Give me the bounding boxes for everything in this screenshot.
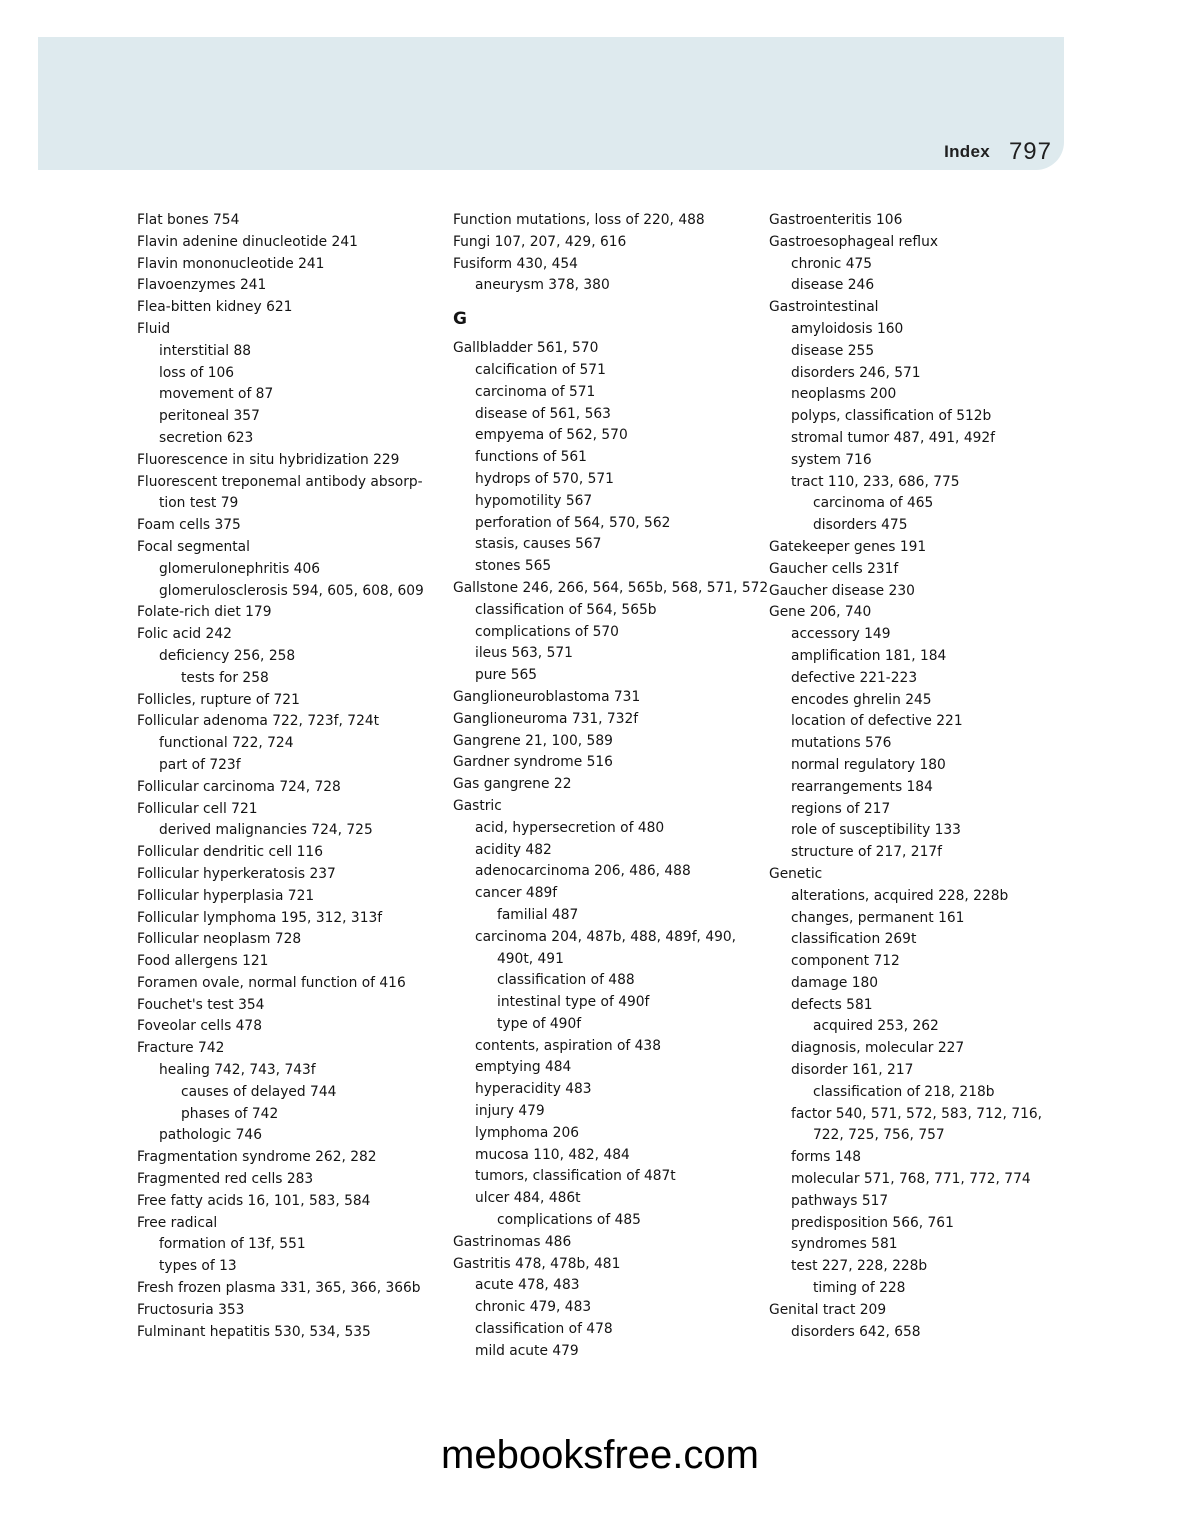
index-subentry: amyloidosis 160 — [791, 320, 904, 337]
index-entry: Gene 206, 740 — [769, 604, 872, 621]
index-entry: Follicles, rupture of 721 — [137, 691, 300, 708]
index-subentry: disease 246 — [791, 277, 875, 294]
index-subentry: stromal tumor 487, 491, 492f — [791, 429, 996, 446]
index-subentry: test 227, 228, 228b — [791, 1258, 928, 1275]
index-entry: Gaucher cells 231f — [769, 560, 899, 577]
index-entry: Fructosuria 353 — [137, 1301, 245, 1318]
index-entry: Free fatty acids 16, 101, 583, 584 — [137, 1192, 371, 1209]
index-column-1 — [137, 210, 447, 1343]
running-header-band — [38, 37, 1064, 170]
index-subentry: tract 110, 233, 686, 775 — [791, 473, 960, 490]
index-entry: Gaucher disease 230 — [769, 582, 915, 599]
index-subentry: functional 722, 724 — [159, 735, 294, 752]
page-number: 797 — [1008, 138, 1052, 165]
index-subentry: complications of 485 — [497, 1212, 641, 1229]
index-subentry: acid, hypersecretion of 480 — [475, 819, 665, 836]
index-subentry: complications of 570 — [475, 623, 619, 640]
index-entry: Follicular hyperkeratosis 237 — [137, 865, 336, 882]
index-subentry: classification of 478 — [475, 1321, 613, 1338]
index-subentry: intestinal type of 490f — [497, 994, 650, 1011]
index-subentry: glomerulonephritis 406 — [159, 560, 321, 577]
index-subentry: phases of 742 — [181, 1105, 279, 1122]
index-subentry: defects 581 — [791, 996, 873, 1013]
index-subentry: diagnosis, molecular 227 — [791, 1040, 965, 1057]
index-subentry: forms 148 — [791, 1149, 862, 1166]
index-entry: Fragmented red cells 283 — [137, 1171, 314, 1188]
index-subentry: type of 490f — [497, 1015, 582, 1032]
index-subentry: familial 487 — [497, 906, 579, 923]
index-subentry: glomerulosclerosis 594, 605, 608, 609 — [159, 582, 424, 599]
index-subentry: peritoneal 357 — [159, 408, 260, 425]
index-subentry: carcinoma of 465 — [813, 495, 934, 512]
index-subentry: encodes ghrelin 245 — [791, 691, 932, 708]
index-subentry: stasis, causes 567 — [475, 536, 602, 553]
index-subentry: chronic 479, 483 — [475, 1299, 592, 1316]
index-entry: Flavoenzymes 241 — [137, 277, 267, 294]
index-subentry: pathologic 746 — [159, 1127, 262, 1144]
index-subentry: movement of 87 — [159, 386, 274, 403]
index-entry: Fouchet's test 354 — [137, 996, 265, 1013]
index-subentry: types of 13 — [159, 1258, 237, 1275]
index-subentry: formation of 13f, 551 — [159, 1236, 306, 1253]
index-entry: Gangrene 21, 100, 589 — [453, 732, 613, 749]
index-entry: Fluorescence in situ hybridization 229 — [137, 451, 400, 468]
index-entry: Fusiform 430, 454 — [453, 255, 578, 272]
index-subentry: acquired 253, 262 — [813, 1018, 939, 1035]
index-subentry: perforation of 564, 570, 562 — [475, 514, 671, 531]
index-subentry: classification 269t — [791, 931, 917, 948]
index-entry: Ganglioneuroblastoma 731 — [453, 688, 641, 705]
index-subentry: defective 221-223 — [791, 669, 918, 686]
index-subentry: amplification 181, 184 — [791, 647, 947, 664]
index-entry: Flat bones 754 — [137, 212, 240, 228]
index-entry: Gallbladder 561, 570 — [453, 340, 599, 357]
index-entry: Gardner syndrome 516 — [453, 754, 613, 771]
index-subentry: mucosa 110, 482, 484 — [475, 1146, 630, 1163]
index-entry: Gastroenteritis 106 — [769, 212, 903, 228]
index-entry: Follicular cell 721 — [137, 800, 258, 817]
index-subentry: alterations, acquired 228, 228b — [791, 887, 1009, 904]
index-subentry: cancer 489f — [475, 885, 558, 902]
index-subentry: timing of 228 — [813, 1280, 906, 1297]
index-subentry: polyps, classification of 512b — [791, 408, 992, 425]
index-entry: Fluorescent treponemal antibody absorp-tion test 79 — [137, 473, 423, 512]
index-entry: Food allergens 121 — [137, 953, 269, 970]
index-subentry: disorders 475 — [813, 517, 908, 534]
index-subentry: pure 565 — [475, 667, 538, 684]
index-subentry: syndromes 581 — [791, 1236, 898, 1253]
index-entry: Gastrinomas 486 — [453, 1233, 572, 1250]
index-entry: Gastrointestinal — [769, 299, 879, 316]
index-entry: Fragmentation syndrome 262, 282 — [137, 1149, 377, 1166]
index-subentry: acidity 482 — [475, 841, 552, 858]
index-subentry: system 716 — [791, 451, 872, 468]
running-header-title: Index — [944, 142, 990, 161]
index-subentry: emptying 484 — [475, 1059, 572, 1076]
index-subentry: hyperacidity 483 — [475, 1081, 592, 1098]
index-subentry: location of defective 221 — [791, 713, 963, 730]
index-entry: Follicular neoplasm 728 — [137, 931, 302, 948]
index-subentry: classification of 488 — [497, 972, 635, 989]
index-subentry: role of susceptibility 133 — [791, 822, 961, 839]
index-subentry: classification of 564, 565b — [475, 601, 657, 618]
index-subentry: classification of 218, 218b — [813, 1083, 995, 1100]
index-subentry: calcification of 571 — [475, 361, 606, 378]
index-subentry: damage 180 — [791, 974, 879, 991]
index-entry: Gas gangrene 22 — [453, 776, 572, 793]
index-entry: Follicular dendritic cell 116 — [137, 844, 323, 861]
index-subentry: factor 540, 571, 572, 583, 712, 716, 722, 725, 756, 757 — [791, 1105, 1043, 1144]
index-subentry: interstitial 88 — [159, 342, 252, 359]
index-entry: Foam cells 375 — [137, 517, 241, 534]
index-entry: Fracture 742 — [137, 1040, 225, 1057]
index-entry: Function mutations, loss of 220, 488 — [453, 212, 705, 228]
index-entry: Focal segmental — [137, 538, 250, 555]
index-entry: Genital tract 209 — [769, 1301, 887, 1318]
index-subentry: molecular 571, 768, 771, 772, 774 — [791, 1171, 1031, 1188]
index-subentry: normal regulatory 180 — [791, 756, 946, 773]
index-subentry: deficiency 256, 258 — [159, 647, 296, 664]
index-subentry: secretion 623 — [159, 429, 254, 446]
watermark-text: mebooksfree.com — [441, 1433, 759, 1477]
index-subentry: ileus 563, 571 — [475, 645, 573, 662]
index-subentry: tests for 258 — [181, 669, 269, 686]
index-subentry: component 712 — [791, 953, 900, 970]
index-subentry: pathways 517 — [791, 1192, 889, 1209]
index-entry: Gatekeeper genes 191 — [769, 538, 927, 555]
index-entry: Follicular adenoma 722, 723f, 724t — [137, 713, 380, 730]
index-subentry: ulcer 484, 486t — [475, 1190, 581, 1207]
index-entry: Gallstone 246, 266, 564, 565b, 568, 571, 572 — [453, 579, 769, 596]
index-subentry: loss of 106 — [159, 364, 235, 381]
index-subentry: lymphoma 206 — [475, 1124, 579, 1141]
index-subentry: part of 723f — [159, 756, 241, 773]
index-subentry: regions of 217 — [791, 800, 891, 817]
index-subentry: functions of 561 — [475, 449, 587, 466]
index-entry: Gastritis 478, 478b, 481 — [453, 1255, 621, 1272]
index-entry: Fulminant hepatitis 530, 534, 535 — [137, 1323, 371, 1340]
index-subentry: mild acute 479 — [475, 1342, 579, 1359]
index-subentry: predisposition 566, 761 — [791, 1214, 954, 1231]
index-entry: Gastric — [453, 797, 502, 814]
index-entry: Flavin adenine dinucleotide 241 — [137, 233, 358, 250]
index-entry: Folic acid 242 — [137, 626, 232, 643]
index-subentry: derived malignancies 724, 725 — [159, 822, 373, 839]
index-subentry: adenocarcinoma 206, 486, 488 — [475, 863, 691, 880]
index-subentry: mutations 576 — [791, 735, 892, 752]
index-subentry: accessory 149 — [791, 626, 891, 643]
index-entry: Folate-rich diet 179 — [137, 604, 272, 621]
index-subentry: stones 565 — [475, 558, 552, 575]
index-subentry: healing 742, 743, 743f — [159, 1062, 316, 1079]
index-entry: Fungi 107, 207, 429, 616 — [453, 233, 627, 250]
index-subentry: tumors, classification of 487t — [475, 1168, 676, 1185]
index-column-2 — [453, 210, 769, 1363]
index-subentry: acute 478, 483 — [475, 1277, 580, 1294]
index-subentry: empyema of 562, 570 — [475, 427, 628, 444]
index-entry: Follicular hyperplasia 721 — [137, 887, 315, 904]
index-subentry: neoplasms 200 — [791, 386, 897, 403]
index-subentry: hypomotility 567 — [475, 492, 593, 509]
index-entry: Flea-bitten kidney 621 — [137, 299, 293, 316]
index-subentry: disease 255 — [791, 342, 875, 359]
index-subentry: rearrangements 184 — [791, 778, 933, 795]
index-entry: Follicular carcinoma 724, 728 — [137, 778, 341, 795]
index-entry: Flavin mononucleotide 241 — [137, 255, 325, 272]
index-entry: Fresh frozen plasma 331, 365, 366, 366b — [137, 1280, 421, 1297]
index-subentry: carcinoma 204, 487b, 488, 489f, 490, 490t, 491 — [475, 928, 737, 967]
index-column-3 — [769, 210, 1069, 1343]
index-subentry: changes, permanent 161 — [791, 909, 965, 926]
index-entry: Free radical — [137, 1214, 218, 1231]
index-subentry: causes of delayed 744 — [181, 1083, 337, 1100]
index-subentry: chronic 475 — [791, 255, 873, 272]
index-subentry: disorders 246, 571 — [791, 364, 921, 381]
index-entry: Foveolar cells 478 — [137, 1018, 262, 1035]
index-subentry: injury 479 — [475, 1103, 545, 1120]
index-subentry: disease of 561, 563 — [475, 405, 611, 422]
index-subentry: structure of 217, 217f — [791, 844, 942, 861]
index-subentry: disorder 161, 217 — [791, 1062, 914, 1079]
index-entry: Gastroesophageal reflux — [769, 233, 939, 250]
index-entry: Ganglioneuroma 731, 732f — [453, 710, 639, 727]
index-entry: Follicular lymphoma 195, 312, 313f — [137, 909, 383, 926]
index-entry: Fluid — [137, 320, 171, 337]
index-subentry: contents, aspiration of 438 — [475, 1037, 661, 1054]
index-subentry: aneurysm 378, 380 — [475, 277, 610, 294]
letter-heading: G — [453, 309, 467, 330]
index-entry: Genetic — [769, 865, 823, 882]
index-subentry: carcinoma of 571 — [475, 383, 596, 400]
index-entry: Foramen ovale, normal function of 416 — [137, 974, 406, 991]
index-subentry: hydrops of 570, 571 — [475, 470, 614, 487]
index-subentry: disorders 642, 658 — [791, 1323, 921, 1340]
